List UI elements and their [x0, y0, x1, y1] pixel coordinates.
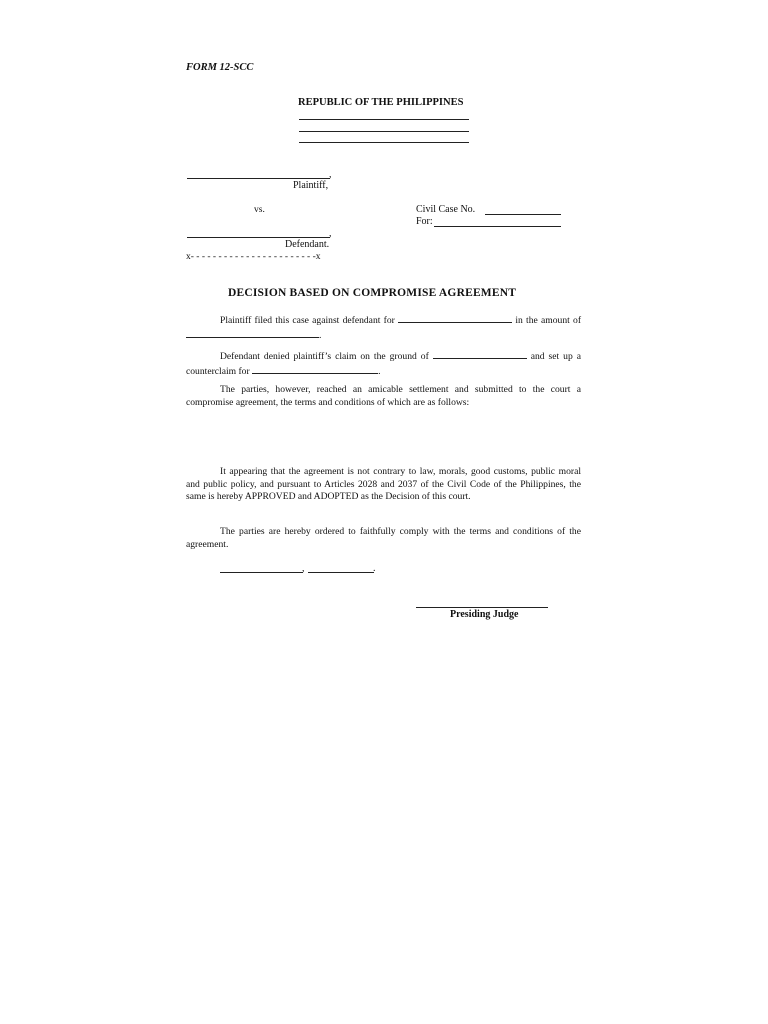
presiding-judge-label: Presiding Judge [450, 609, 519, 620]
civil-case-number-line [485, 214, 561, 215]
form-code: FORM 12-SCC [186, 62, 254, 73]
republic-heading: REPUBLIC OF THE PHILIPPINES [298, 97, 464, 108]
place-blank [220, 572, 303, 573]
defendant-name-line [187, 237, 330, 238]
defense-period: . [378, 365, 381, 377]
paragraph-settlement [186, 384, 581, 409]
counterclaim-blank [252, 364, 378, 374]
claim-text-b: in the amount of [515, 315, 582, 326]
paragraph-order [186, 526, 581, 551]
paragraph-claim [186, 313, 581, 342]
plaintiff-comma: , [329, 169, 332, 180]
vs-label: vs. [254, 205, 265, 215]
defendant-label: Defendant. [285, 239, 330, 250]
civil-case-label: Civil Case No. [416, 204, 476, 215]
defendant-comma: , [329, 228, 332, 239]
defense-text-b: and set up a counterclaim for [186, 351, 581, 377]
claim-amount-blank [186, 328, 319, 338]
defense-text-a: Defendant denied plaintiff’s claim on the ground of [220, 351, 429, 362]
date-blank [308, 572, 374, 573]
plaintiff-label: Plaintiff, [293, 180, 329, 191]
date-comma: , [302, 563, 305, 574]
court-name-line-1 [299, 119, 469, 120]
document-title: DECISION BASED ON COMPROMISE AGREEMENT [228, 287, 517, 299]
caption-separator: x- - - - - - - - - - - - - - - - - - - - - - -x [186, 252, 321, 262]
court-name-line-3 [299, 142, 469, 143]
claim-period: . [319, 329, 322, 341]
settlement-text: The parties, however, reached an amicable settlement and submitted to the court a compromise agreement, the terms and conditions of which are as follows: [186, 384, 581, 408]
case-nature-line [434, 226, 561, 227]
approval-text: It appearing that the agreement is not contrary to law, morals, good customs, public moral and public policy, and pursuant to Articles 2028 and 2037 of the Civil Code of the Philippines, the same is hereby APPROVED and ADOPTED as the Decision of this court. [186, 466, 581, 503]
for-label: For: [416, 216, 433, 227]
claim-cause-blank [398, 313, 512, 323]
defense-ground-blank [433, 349, 527, 359]
paragraph-defense [186, 349, 581, 378]
date-period: . [373, 563, 376, 574]
court-name-line-2 [299, 131, 469, 132]
claim-text-a: Plaintiff filed this case against defendant for [220, 315, 395, 326]
paragraph-approval [186, 466, 581, 504]
order-text: The parties are hereby ordered to faithfully comply with the terms and conditions of the agreement. [186, 526, 581, 550]
judge-signature-line [416, 607, 548, 608]
plaintiff-name-line [187, 178, 330, 179]
